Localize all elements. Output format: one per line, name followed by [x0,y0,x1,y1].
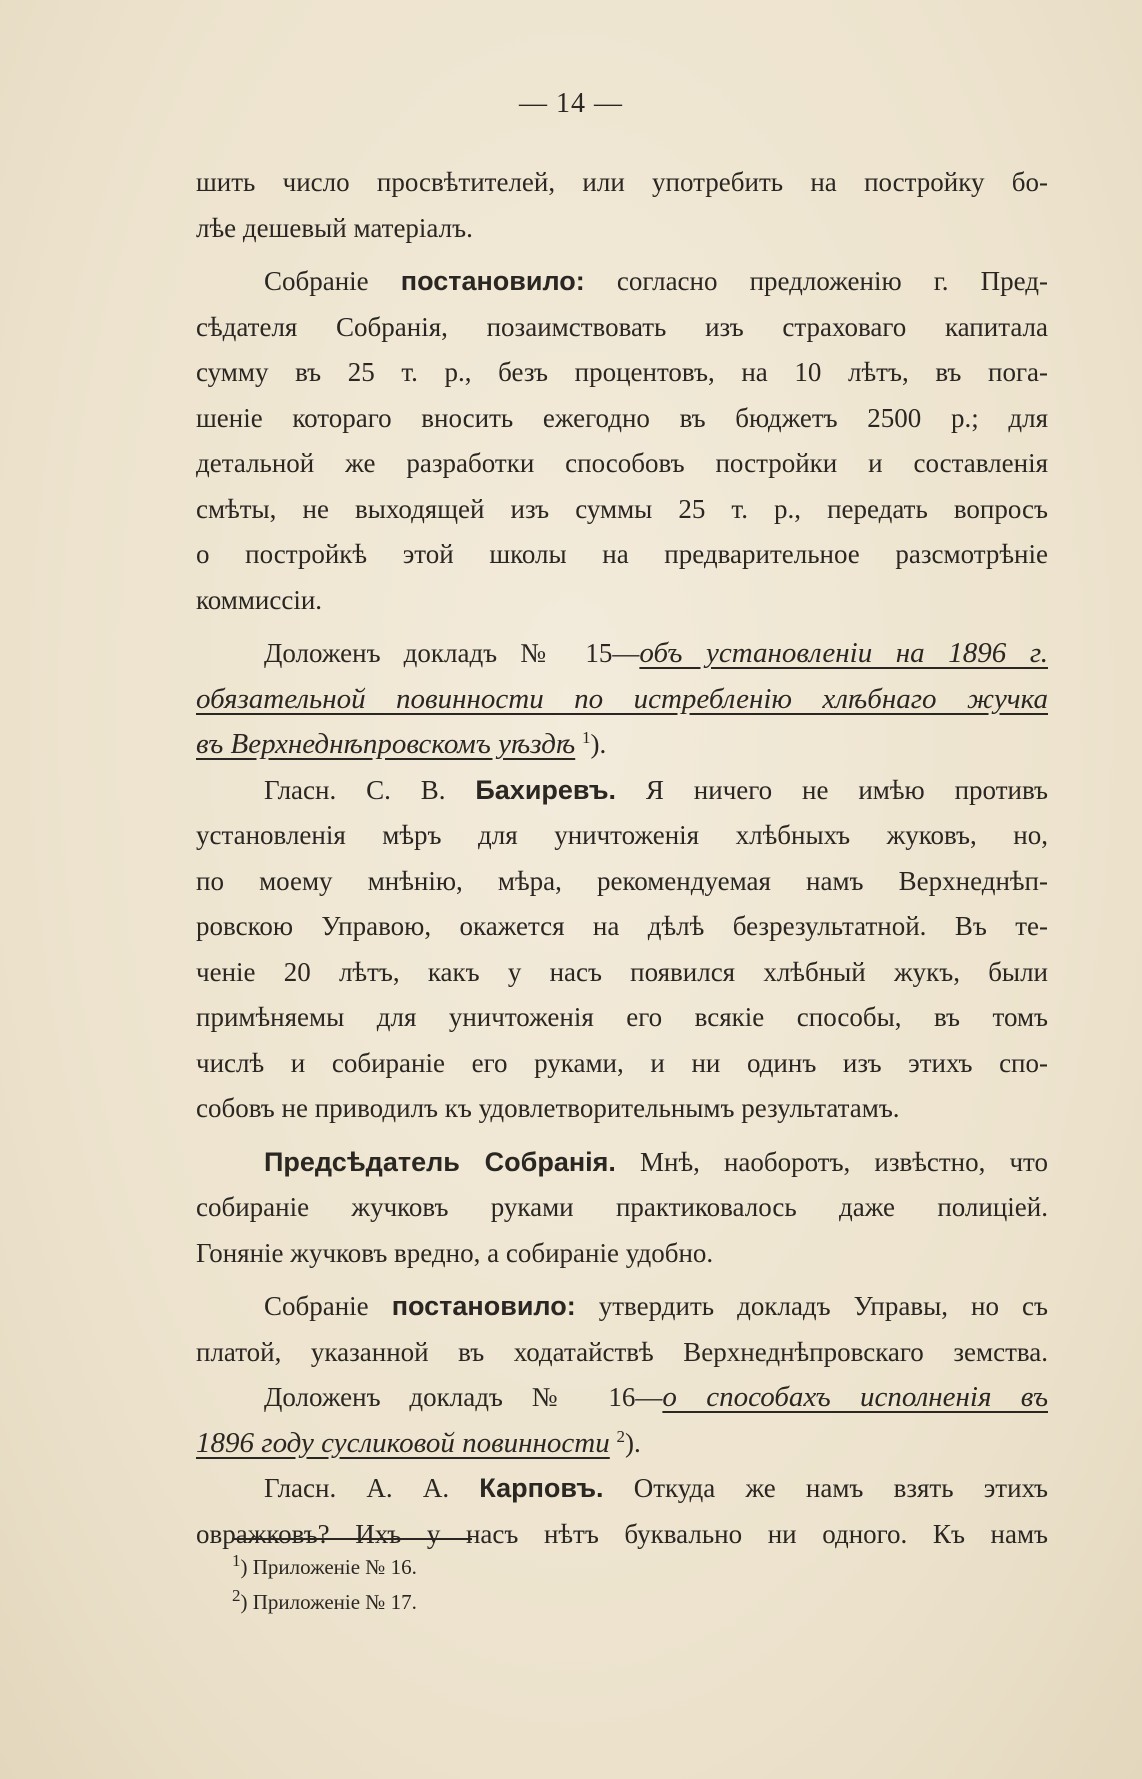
speaker-name: Бахиревъ. [475,774,617,805]
text-line: въ Верхнеднѣпровскомъ уѣздѣ $^1$). [196,728,607,760]
text-line: обязательной повинности по истребленію хлѣбнаго жучка [196,682,1048,715]
footnote: $^2$) Приложеніе № 17. [232,1586,417,1614]
footnote-divider [232,1538,472,1540]
text-line: о постройкѣ этой школы на предварительное разсмотрѣніе [196,539,1048,569]
text-line: по моему мнѣнію, мѣра, рекомендуемая намъ Верхнеднѣп- [196,865,1048,896]
footnote-ref: 1 [581,728,591,747]
text-line: платой, указанной въ ходатайствѣ Верхнеднѣпровскаго земства. [196,1336,1048,1367]
text-line: числѣ и собираніе его руками, и ни одинъ изъ этихъ спо- [196,1047,1048,1078]
text-line: Гласн. С. В. Бахиревъ. Я ничего не имѣю противъ [264,774,1048,805]
text-line: Доложенъ докладъ № 15—объ установленіи на 1896 г. [264,637,1048,669]
text-line: овражковъ? Ихъ у насъ нѣтъ буквально ни одного. Къ намъ [196,1518,1048,1549]
text-line: 1896 году сусликовой повинности $^2$). [196,1426,641,1459]
text-line: установленія мѣръ для уничтоженія хлѣбныхъ жуковъ, но, [196,820,1048,850]
text-line: Предсѣдатель Собранія. Мнѣ, наоборотъ, извѣстно, что [264,1146,1048,1177]
text-line: детальной же разработки способовъ постройки и составленія [196,448,1048,478]
footnotes [232,1550,732,1620]
page-text [196,160,1048,1557]
text-line: собираніе жучковъ руками практиковалось даже полиціей. [196,1192,1048,1222]
text-line: Гласн. А. А. Карповъ. Откуда же намъ взять этихъ [264,1473,1048,1503]
page-number: — 14 — [519,88,623,119]
text-line: шеніе котораго вносить ежегодно въ бюджетъ 2500 р.; для [196,402,1048,433]
text-line: Собраніе постановило: согласно предложенію г. Пред- [264,266,1049,296]
speaker-name: Предсѣдатель Собранія. [264,1146,616,1177]
text-line: шить число просвѣтителей, или употребить на постройку бо- [196,167,1048,197]
text-line: смѣты, не выходящей изъ суммы 25 т. р., передать вопросъ [196,493,1048,524]
text-line: Собраніе постановило: утвердить докладъ Управы, но съ [264,1291,1048,1321]
text-line: ровскою Управою, окажется на дѣлѣ безрезультатной. Въ те- [196,911,1048,941]
footnote: $^1$) Приложеніе № 16. [232,1551,417,1579]
text-line: Гоняніе жучковъ вредно, а собираніе удобно. [196,1237,714,1268]
text-line: лѣе дешевый матеріалъ. [196,212,473,243]
footnote-ref: 2 [616,1426,625,1446]
text-line: сумму въ 25 т. р., безъ процентовъ, на 10 лѣтъ, въ пога- [196,357,1048,387]
speaker-name: Карповъ. [479,1473,604,1503]
text-line: собовъ не приводилъ къ удовлетворительнымъ результатамъ. [196,1093,900,1123]
text-line: ченіе 20 лѣтъ, какъ у насъ появился хлѣбный жукъ, были [196,956,1048,987]
text-line: примѣняемы для уничтоженія его всякіе способы, въ томъ [196,1002,1048,1032]
text-line: коммиссіи. [196,584,323,615]
text-line: Доложенъ докладъ № 16—о способахъ исполненія въ [264,1381,1048,1413]
text-line: сѣдателя Собранія, позаимствовать изъ страховаго капитала [196,311,1048,342]
